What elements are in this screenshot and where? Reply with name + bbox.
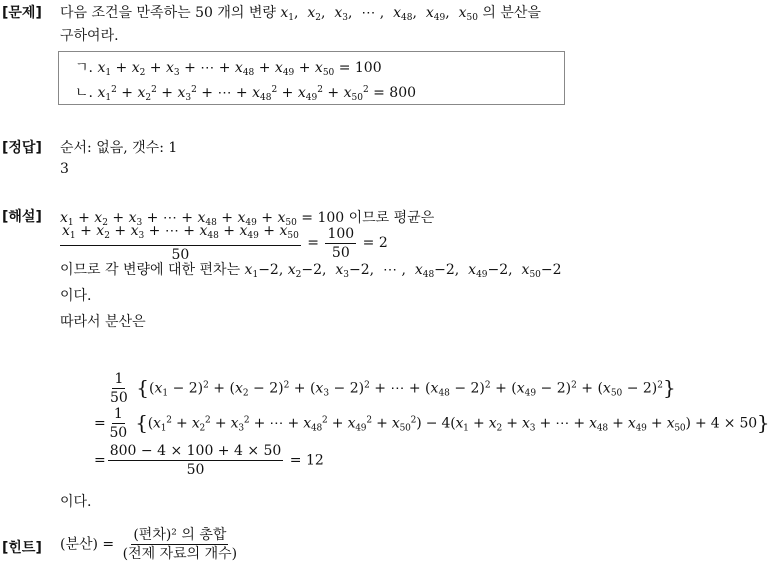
problem-line-1-prefix: 다음 조건을 만족하는 50 개의 변량 [60,5,281,21]
variance-eq-2-den: 50 [109,425,127,441]
variance-eq-1-num: 1 [114,371,124,387]
mean-fraction-2-num: 100 [327,225,355,242]
condition-b-label: ㄴ. [75,85,93,101]
solution-line-1-rhs: = 100 이므로 평균은 [301,210,435,226]
mean-equation: $\frac{x_1 + x_2 + x_3 + \cdots + x_{48} + x_{49} + x_{50}}{50}$ = $\frac{100}{50}$ = 2 [62,223,388,263]
solution-closing: 이다. [60,494,92,510]
variance-eq-3-den: 50 [186,462,205,478]
solution-line-1: $x_1 + x_2 + x_3$ + ⋯ + $x_{48} + x_{49} + x_{50} = 100$ 이므로 평균은 [60,210,435,228]
mean-fraction: $\frac{x_1 + x_2 + x_3 + \cdots + x_{48} + x_{49} + x_{50}}{50}$ [62,223,299,263]
answer-label: [정답] [2,140,42,156]
mean-fraction-2-den: 50 [331,244,350,261]
solution-line-5: 따라서 분산은 [60,314,146,330]
answer-value: 3 [60,161,69,177]
hint-formula [60,527,241,562]
hint-num: (편차)² 의 총합 [133,527,227,543]
condition-b-rhs: = 800 [373,85,417,101]
solution-line-3: 이므로 각 변량에 대한 편차는 $x_1-2$, $x_2-2$, $x_3-2$, ⋯ , $x_{48}-2$, $x_{49}-2$, $x_{50}-2$ [60,262,562,280]
variance-eq-2: = $\frac{1}{50}$ {($x_1^2 + x_2^2 + x_3^2$ + ⋯ + $x_{48}^2 + x_{49}^2 + x_{50}^2) - 4(x_1 + x_2 + x_3$ + ⋯ + $x_{48} + x_{49} + x_{50}) + 4 \times 50$} [94,406,769,441]
condition-a-rhs: = 100 [338,60,382,76]
solution-line-4: 이다. [60,288,92,304]
problem-label: [문제] [2,5,42,21]
hint-lhs: (분산) = [60,536,115,553]
hint-label: [힌트] [2,540,42,556]
variance-eq-3-num: 800 − 4 × 100 + 4 × 50 [109,443,282,459]
variance-eq-2-num: 1 [113,406,123,422]
problem-line-2: 구하여라. [60,28,119,44]
solution-line-3-prefix: 이므로 각 변량에 대한 편차는 [60,262,241,278]
answer-meta: 순서: 없음, 갯수: 1 [60,140,178,156]
variance-eq-1-den: 50 [110,390,128,406]
mean-fraction-den: 50 [171,247,190,263]
solution-label: [해설] [2,209,42,225]
condition-a: ㄱ. $x_1 + x_2 + x_3$ + ⋯ + $x_{48} + x_{49} + x_{50} = 100$ [75,60,382,78]
condition-a-label: ㄱ. [75,60,93,76]
mean-fraction-2 [325,226,356,261]
condition-b: ㄴ. $x_1^2 + x_2^2 + x_3^2$ + ⋯ + $x_{48}^2 + x_{49}^2 + x_{50}^2 = 800$ [75,85,417,103]
hint-den: (전제 자료의 개수) [122,546,238,562]
mean-result: = 2 [362,235,388,251]
variance-eq-3-result: = 12 [289,452,324,469]
problem-line-1: 다음 조건을 만족하는 50 개의 변량 $x_1$, $x_2$, $x_3$, ⋯ , $x_{48}$, $x_{49}$, $x_{50}$ 의 분산을 [60,5,541,23]
problem-line-1-suffix: 의 분산을 [477,5,541,21]
variance-eq-1: $\frac{1}{50}$ {$(x_1 - 2)^2 + (x_2 - 2)^2 + (x_3 - 2)^2$ + ⋯ + $(x_{48} - 2)^2 + (x_{49} - 2)^2 + (x_{50} - 2)^2$} [110,371,676,406]
variance-eq-3: = $\frac{800 - 4 \times 100 + 4 \times 50}{50}$ = 12 [94,443,324,478]
